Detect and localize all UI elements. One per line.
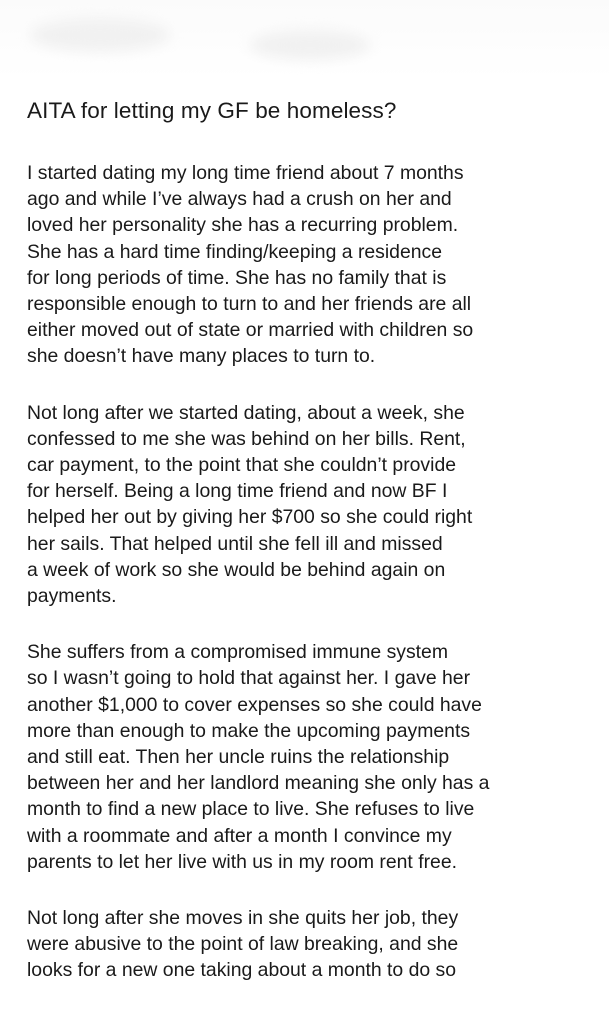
post-body xyxy=(27,160,587,984)
post-paragraph-3: She suffers from a compromised immune system so I wasn’t going to hold that against her. I gave her another $1,000 to cover expenses so she could have more than enough to make the upcoming payments and still eat. Then her uncle ruins the relationship between her and her landlord meaning she only has a month to find a new place to live. She refuses to live with a roommate and after a month I convince my parents to let her live with us in my room rent free. xyxy=(27,641,490,873)
faded-smudge-right xyxy=(250,30,370,60)
post-content xyxy=(27,93,587,1014)
post-title: AITA for letting my GF be homeless? xyxy=(27,98,397,123)
faded-smudge-left xyxy=(30,18,170,52)
post-paragraph-1: I started dating my long time friend about 7 months ago and while I’ve always had a crush on her and loved her personality she has a recurring problem. She has a hard time finding/keeping a residence for long periods of time. She has no family that is responsible enough to turn to and her friends are all either moved out of state or married with children so she doesn’t have many places to turn to. xyxy=(27,162,474,368)
post-paragraph-2: Not long after we started dating, about a week, she confessed to me she was behind on her bills. Rent, car payment, to the point that she couldn’t provide for herself. Being a long time friend and now BF I helped her out by giving her $700 so she could right her sails. That helped until she fell ill and missed a week of work so she would be behind again on payments. xyxy=(27,401,473,608)
post-paragraph-4: Not long after she moves in she quits her job, they were abusive to the point of law breaking, and she looks for a new one taking about a month to do so xyxy=(27,907,459,982)
top-faded-area xyxy=(0,0,609,80)
